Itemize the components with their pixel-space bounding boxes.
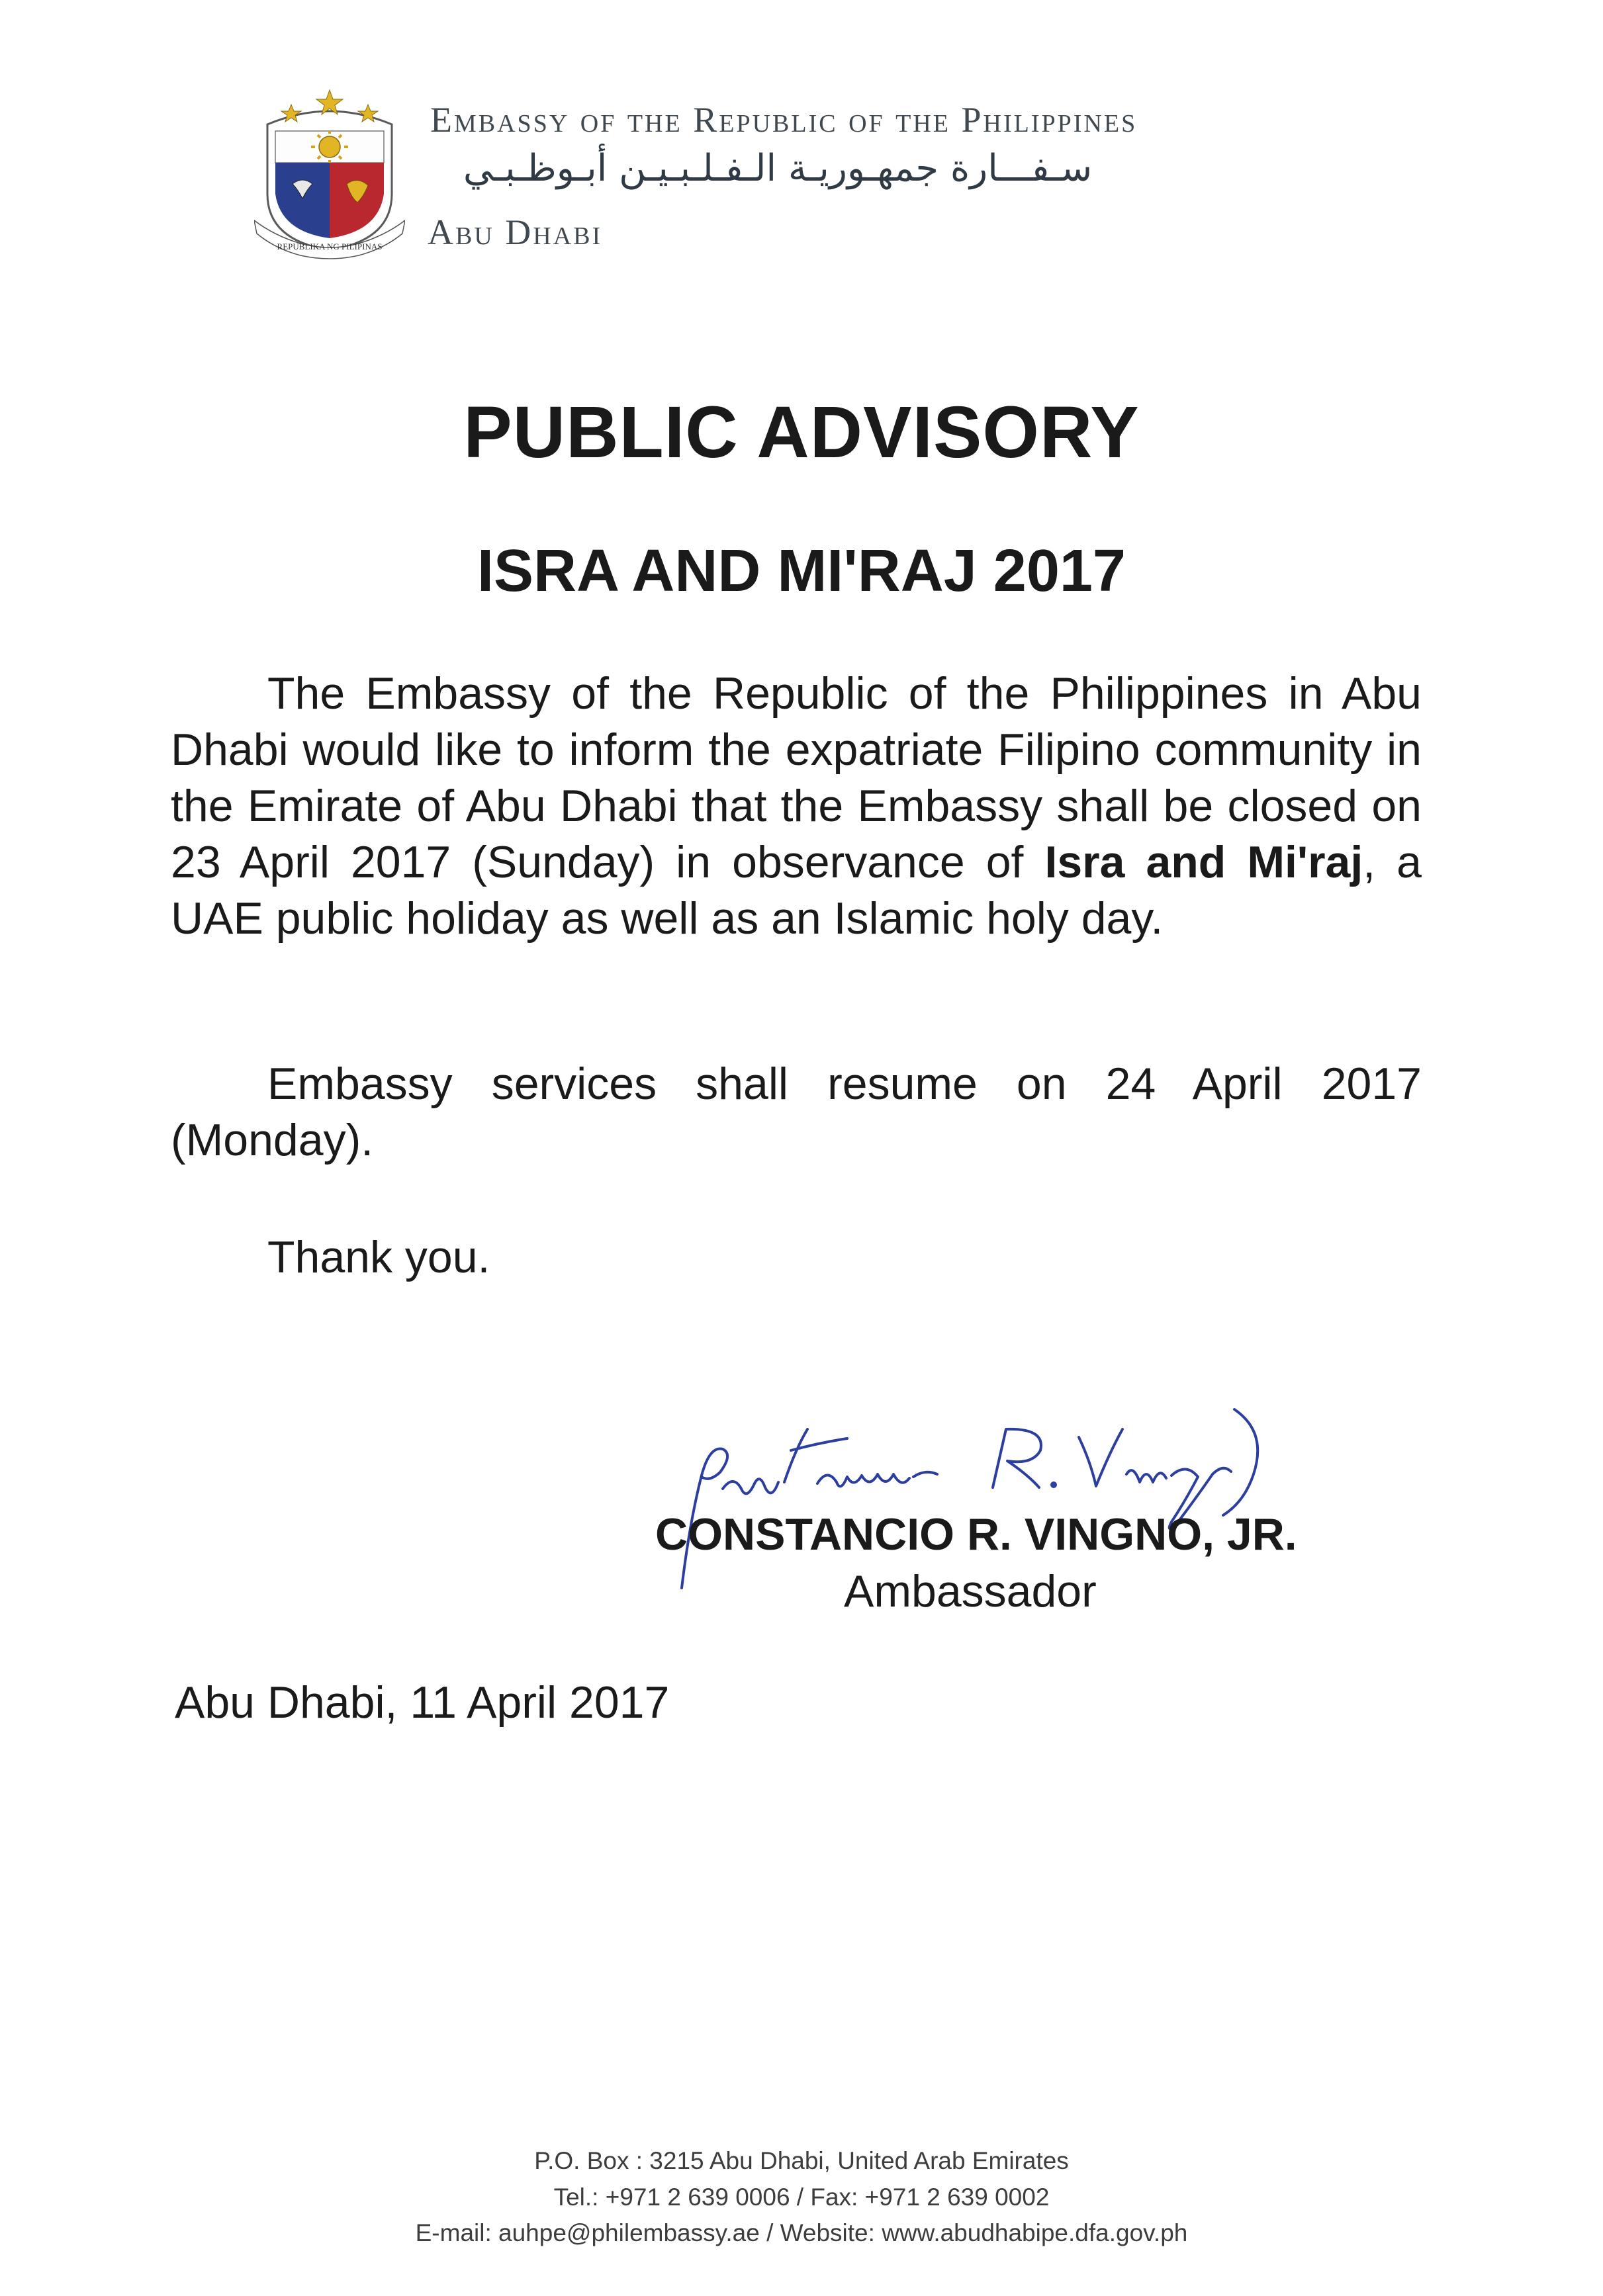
signatory-name: CONSTANCIO R. VINGNO, JR.: [655, 1509, 1297, 1560]
letterhead-embassy-name: Embassy of the Republic of the Philippines: [430, 100, 1138, 140]
body-paragraph-1: [171, 666, 1422, 947]
body-paragraph-2: Embassy services shall resume on 24 April 2017 (Monday).: [171, 1059, 1422, 1165]
place-and-date: Abu Dhabi, 11 April 2017: [175, 1677, 670, 1728]
footer-email-website: E-mail: auhpe@philembassy.ae / Website: www.abudhabipe.dfa.gov.ph: [415, 2219, 1188, 2246]
footer-phone-fax: Tel.: +971 2 639 0006 / Fax: +971 2 639 0002: [553, 2184, 1050, 2211]
body-paragraph-1-bold: Isra and Mi'raj: [1044, 837, 1363, 887]
seal-ribbon-text: REPUBLIKA NG PILIPINAS: [277, 242, 383, 251]
letterhead-city: Abu Dhabi: [428, 212, 603, 252]
signatory-title: Ambassador: [844, 1566, 1097, 1616]
page-title: PUBLIC ADVISORY: [463, 392, 1140, 473]
letterhead-arabic-name: سـفـــارة جمهـوريـة الـفـلـبـيـن أبـوظـبـي: [463, 147, 1093, 190]
body-paragraph-1-text: The Embassy of the Republic of the Philippines in Abu Dhabi would like to inform the expatriate Filipino community in the Emirate of Abu Dhabi that the Embassy shall be closed on 23 April 2017 (Sunday) in observance of: [171, 668, 1422, 887]
body-closing: Thank you.: [267, 1232, 490, 1282]
body-paragraph-1-end: , a UAE public holiday as well as an Islamic holy day.: [171, 837, 1422, 944]
philippine-seal-icon: [254, 85, 405, 262]
page-subtitle: ISRA AND MI'RAJ 2017: [477, 538, 1126, 604]
footer-address: P.O. Box : 3215 Abu Dhabi, United Arab Emirates: [534, 2147, 1069, 2174]
